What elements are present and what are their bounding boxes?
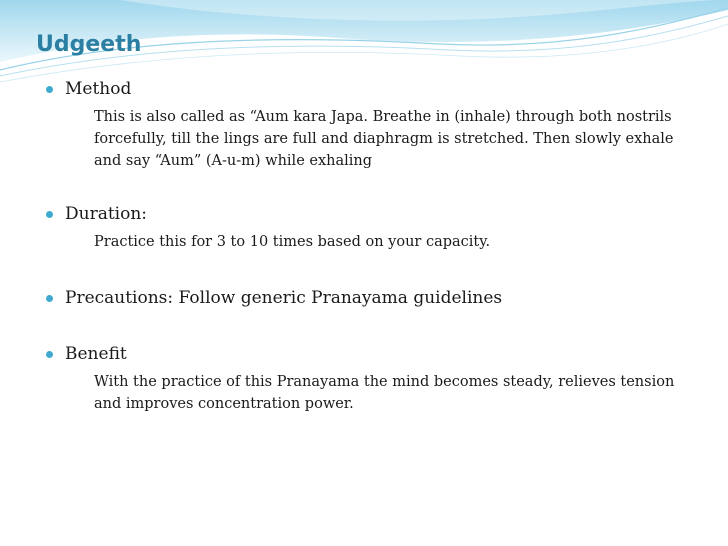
section-body-method: This is also called as “Aum kara Japa. Breathe in (inhale) through both nostrils forcefully, till the lings are full and diaphragm is stretched. Then slowly exhale and say “Aum” (A-u-m) while exhaling <box>94 109 674 169</box>
bullet-precautions <box>46 286 502 310</box>
bullet-benefit <box>46 342 127 366</box>
slide-title: Udgeeth <box>36 32 142 57</box>
section-heading-benefit: Benefit <box>65 344 127 364</box>
section-heading-precautions: Precautions: Follow generic Pranayama guidelines <box>65 288 503 308</box>
section-heading-method: Method <box>65 79 132 99</box>
bullet-dot-icon <box>46 295 53 302</box>
section-body-duration: Practice this for 3 to 10 times based on your capacity. <box>94 234 491 250</box>
bullet-dot-icon <box>46 351 53 358</box>
bullet-dot-icon <box>46 86 53 93</box>
section-heading-duration: Duration: <box>65 204 148 224</box>
bullet-duration <box>46 202 147 226</box>
section-body-benefit: With the practice of this Pranayama the mind becomes steady, relieves tension and improves concentration power. <box>94 374 675 412</box>
bullet-dot-icon <box>46 211 53 218</box>
bullet-method <box>46 77 131 101</box>
